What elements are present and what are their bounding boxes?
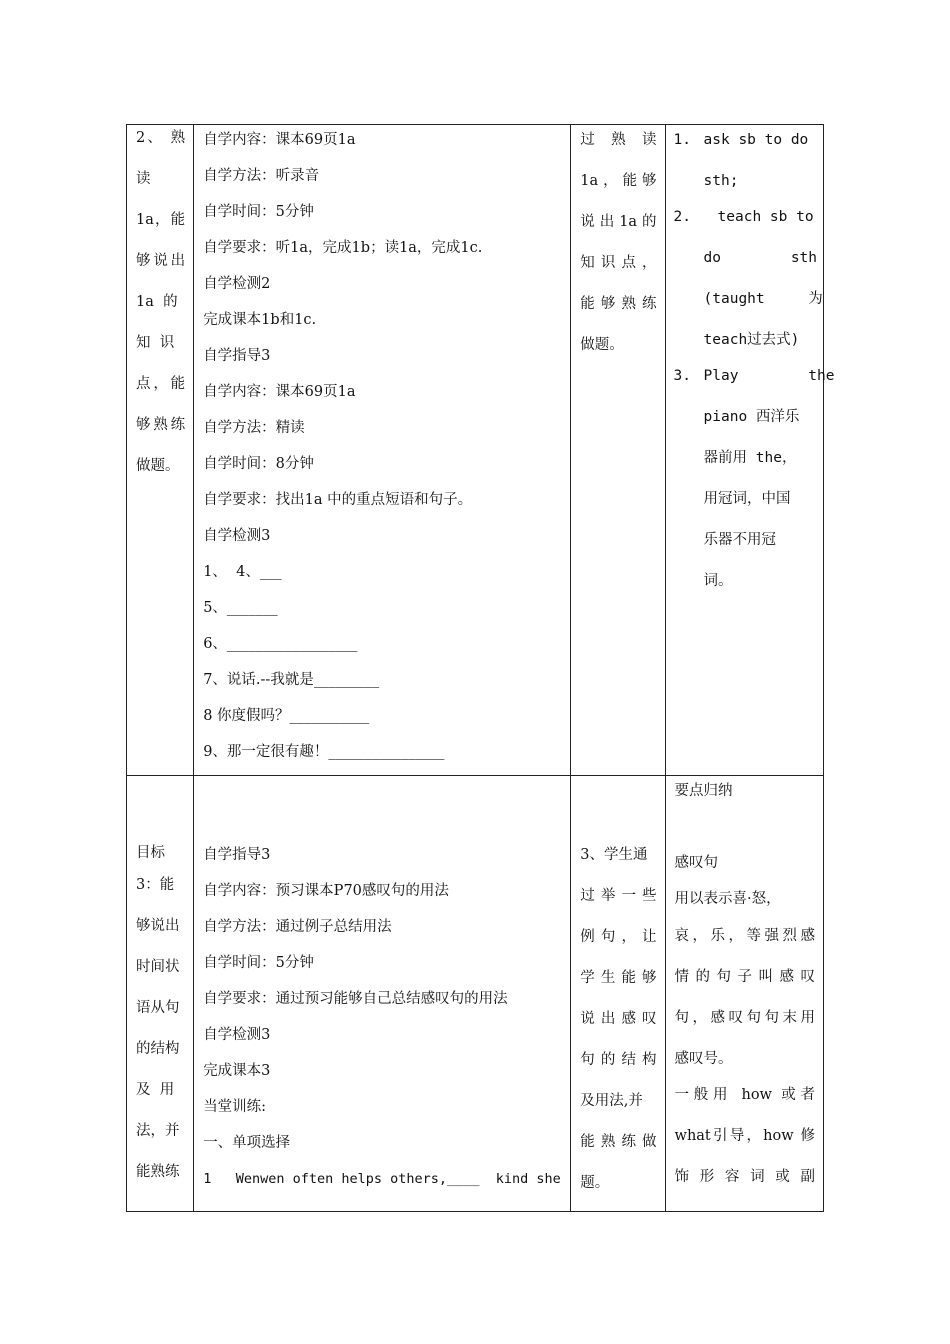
note-line: 感叹句 (674, 855, 719, 871)
objective-line: 及 用 (136, 1082, 175, 1098)
note-line: 感叹号。 (674, 1051, 733, 1067)
answer-blank: __________________ (226, 636, 358, 652)
objective-line: 的结构 (136, 1041, 180, 1057)
answer-blank: ________________ (328, 744, 445, 760)
guide-line: 自学指导3 (203, 348, 271, 364)
exercise-prompt: 9、那一定很有趣！ (203, 744, 329, 760)
method-line: 说出感叹 (580, 1011, 657, 1027)
exercise-prompt: 7、说话.--我就是 (203, 672, 314, 688)
guide-line: 一、单项选择 (203, 1135, 291, 1151)
exercise-line (203, 559, 562, 595)
objective-line: 够说出 (136, 918, 180, 934)
guide-line: 自学内容：预习课本P70感叹句的用法 (203, 883, 449, 899)
note-line: 用以表示喜·怒， (674, 891, 781, 907)
method-line: 学生能够 (580, 970, 657, 986)
guide-line: 自学时间：5分钟 (203, 955, 314, 971)
guide-line: 自学要求：听1a，完成1b；读1a，完成1c. (203, 240, 483, 256)
method-line: 说出1a的 (580, 214, 657, 230)
objective-line: 时间状 (136, 959, 180, 975)
exercise-line (203, 703, 562, 739)
guide-line: 自学方法：通过例子总结用法 (203, 919, 392, 935)
exercise-line (203, 631, 562, 667)
note-text: teach过去式) (703, 332, 800, 348)
table-row (127, 776, 824, 1212)
note-line: what引导，how 修 (674, 1128, 815, 1144)
note-number: 2. (673, 209, 691, 225)
note-text: 用冠词，中国 (703, 491, 791, 507)
guide-line: 自学方法：听录音 (203, 168, 320, 184)
method-cell (571, 125, 665, 776)
notes-title: 要点归纳 (674, 783, 733, 799)
note-text: Play the (703, 368, 835, 384)
note-line: 哀，乐，等强烈感 (674, 928, 815, 944)
objective-line: 够熟练 (136, 417, 186, 433)
notes-cell (665, 125, 835, 776)
objective-line: 目标 (136, 845, 165, 861)
note-text: 乐器不用冠 (703, 532, 777, 548)
exercise-prompt: 1、 4、 (203, 564, 260, 580)
guide-line: 自学检测2 (203, 276, 271, 292)
method-line: 过 熟 读 (580, 132, 657, 148)
objective-line: 1a，能 (136, 212, 186, 228)
guide-line: 自学指导3 (203, 847, 271, 863)
note-text: ask sb to do (703, 132, 809, 148)
exercise-prompt: 8 你度假吗？ (203, 708, 290, 724)
answer-blank: ___ (259, 564, 282, 580)
guide-line: 完成课本1b和1c. (203, 312, 317, 328)
method-line: 能熟练做 (580, 1134, 657, 1150)
objective-line: 1a 的 (136, 294, 178, 310)
method-line: 做题。 (580, 337, 624, 353)
exercise-line (203, 667, 562, 703)
note-text: do sth (703, 250, 818, 266)
method-line: 1a，能够 (580, 173, 657, 189)
note-text: 词。 (703, 573, 733, 589)
objective-line: 点，能 (136, 376, 186, 392)
guide-line: 自学内容：课本69页1a (203, 384, 356, 400)
objective-cell (127, 776, 194, 1212)
method-line: 能够熟练 (580, 296, 657, 312)
answer-blank: _______ (226, 600, 278, 616)
notes-cell (665, 776, 823, 1212)
objective-line: 读 (136, 171, 151, 187)
method-line: 3、学生通 (580, 847, 648, 863)
lesson-plan-table (126, 124, 835, 1212)
objective-line: 语从句 (136, 1000, 180, 1016)
guide-line: 自学时间：5分钟 (203, 204, 314, 220)
objective-line: 知 识 (136, 335, 175, 351)
objective-line: 法，并 (136, 1123, 180, 1139)
note-text: teach sb to (717, 209, 814, 225)
method-line: 知识点， (580, 255, 657, 271)
note-line: 情的句子叫感叹 (674, 969, 815, 985)
objective-line: 3：能 (136, 877, 175, 893)
exercise-prompt: 5、 (203, 600, 227, 616)
guide-line: 自学检测3 (203, 1027, 271, 1043)
objective-line: 够说出 (136, 253, 186, 269)
guide-line: 当堂训练: (203, 1099, 267, 1115)
exercise-prompt: 6、 (203, 636, 227, 652)
method-line: 句的结构 (580, 1052, 657, 1068)
note-item (674, 204, 815, 245)
method-line: 过举一些 (580, 888, 657, 904)
note-line: 饰形容词或副 (674, 1169, 815, 1185)
exercise-line (203, 739, 562, 775)
note-text: piano 西洋乐 (703, 409, 800, 425)
note-line: 句，感叹句句末用 (674, 1010, 815, 1026)
answer-blank: _________ (313, 672, 380, 688)
guide-line: 完成课本3 (203, 1063, 271, 1079)
guide-line: 自学内容：课本69页1a (203, 132, 356, 148)
method-line: 题。 (580, 1175, 610, 1191)
objective-line: 能熟练 (136, 1164, 180, 1180)
note-number: 3. (673, 368, 691, 384)
guide-line: 自学要求：通过预习能够自己总结感叹句的用法 (203, 991, 508, 1007)
objective-cell (127, 125, 194, 776)
exercise-line (203, 595, 562, 631)
note-number: 1. (673, 132, 691, 148)
objective-line: 2、 熟 (136, 130, 186, 146)
guide-line: 自学要求：找出1a 中的重点短语和句子。 (203, 492, 473, 508)
table-row (127, 125, 824, 776)
method-line: 例句，让 (580, 929, 657, 945)
question-line: 1 Wenwen often helps others,____ kind she (203, 1171, 561, 1187)
answer-blank: ___________ (289, 708, 370, 724)
note-item (673, 363, 835, 404)
note-text: (taught 为 (703, 291, 823, 307)
method-cell (571, 776, 665, 1212)
objective-line: 做题。 (136, 458, 180, 474)
self-study-guide-cell (194, 125, 571, 776)
guide-line: 自学方法：精读 (203, 420, 305, 436)
self-study-guide-cell (194, 776, 571, 1212)
note-line: 一般用 how 或者 (674, 1087, 815, 1103)
note-text: 器前用 the， (703, 450, 797, 466)
note-text: sth; (703, 173, 739, 189)
guide-line: 自学检测3 (203, 528, 271, 544)
method-line: 及用法,并 (580, 1093, 643, 1109)
guide-line: 自学时间：8分钟 (203, 456, 314, 472)
note-item (674, 127, 815, 168)
